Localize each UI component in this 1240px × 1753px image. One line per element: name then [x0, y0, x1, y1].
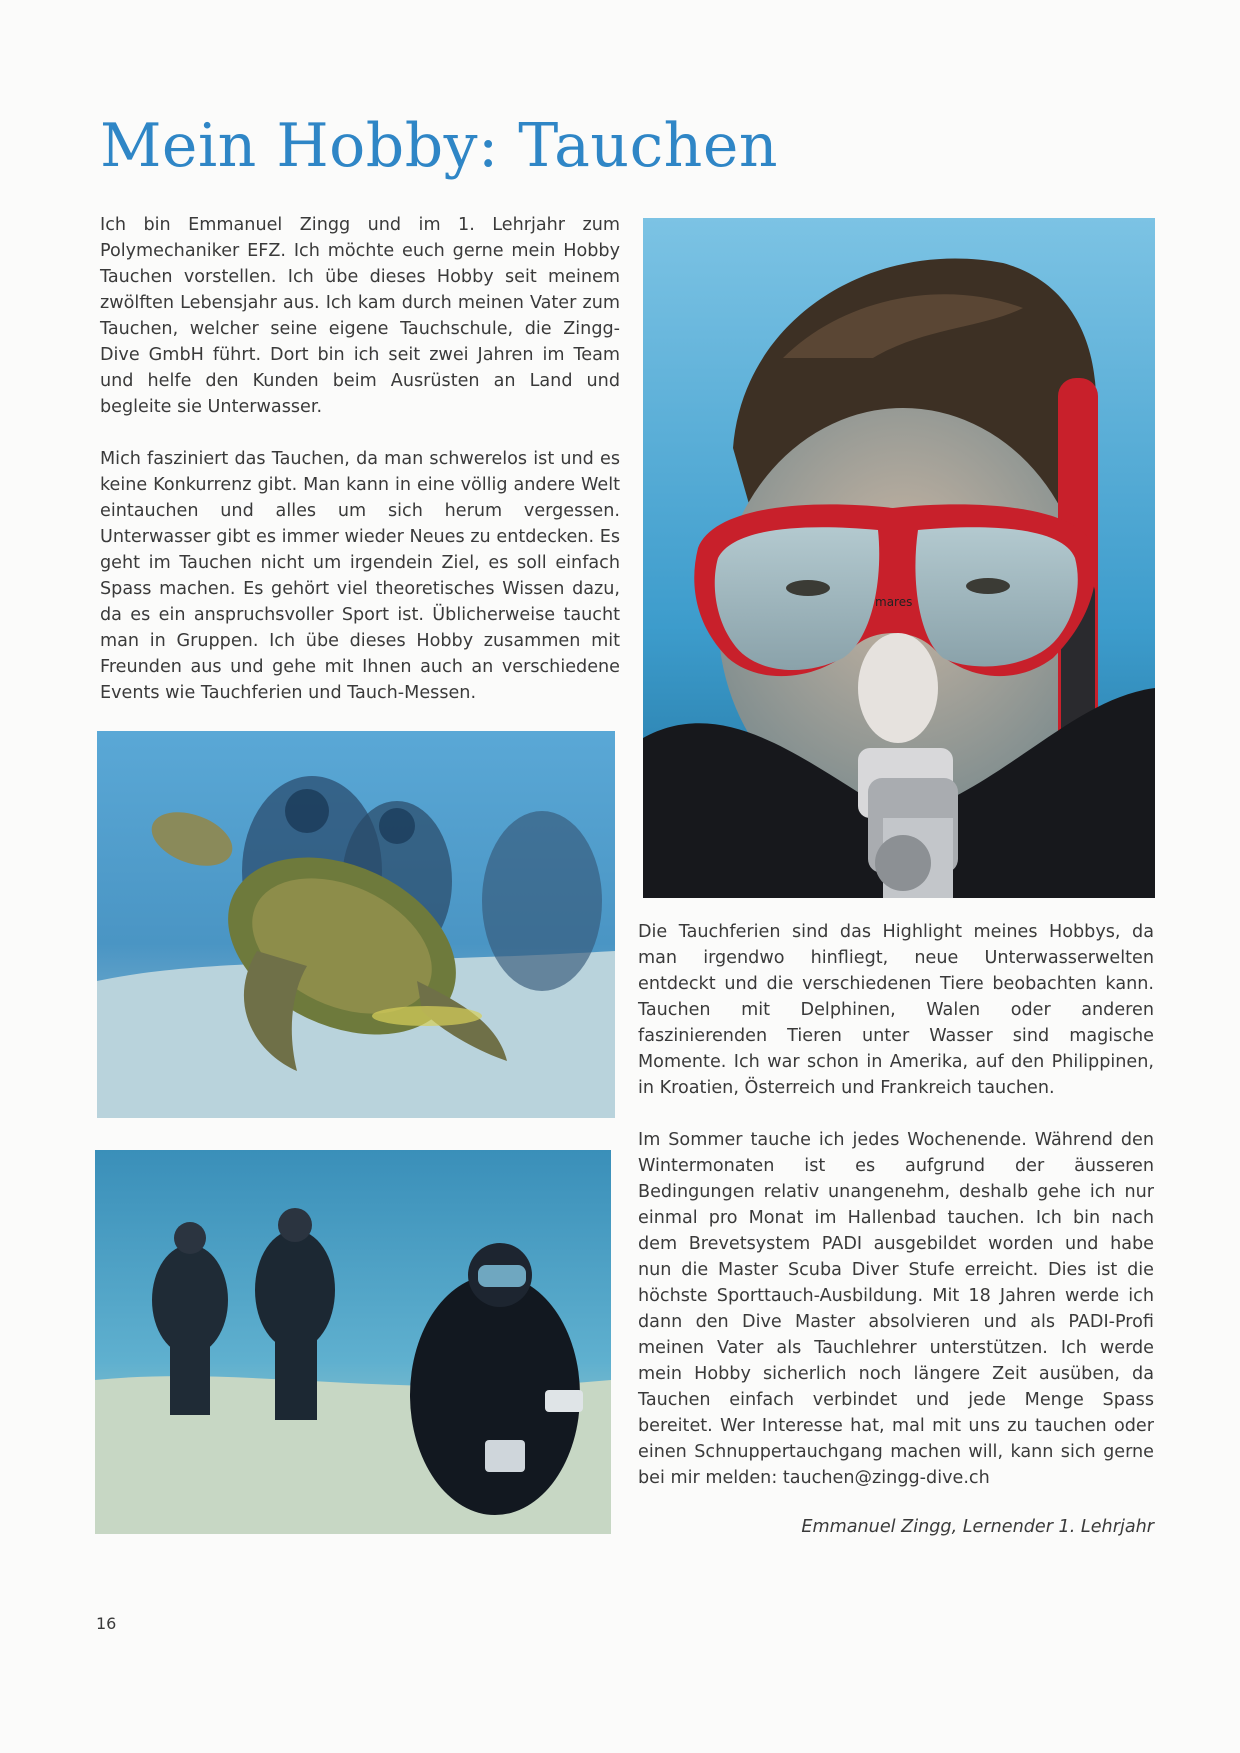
group-divers-photo [95, 1150, 611, 1534]
mask-brand-label: mares [875, 595, 913, 609]
author-signature: Emmanuel Zingg, Lernender 1. Lehrjahr [801, 1517, 1154, 1537]
paragraph-holidays: Die Tauchferien sind das Highlight meines Hobbys, da man irgendwo hinfliegt, neue Unterwasserwelten entdeckt und die verschiedenen Tiere beobachten kann. Tauchen mit Delphinen, Walen oder anderen faszinierenden Tieren unter Wasser sind magische Momente. Ich war schon in Amerika, auf den Philippinen, in Kroatien, Österreich und Frankreich tauchen. [638, 922, 1154, 1098]
article-title: Mein Hobby: Tauchen [100, 111, 778, 181]
page-number: 16 [96, 1614, 117, 1633]
right-text-column [638, 919, 1154, 1491]
paragraph-fascination: Mich fasziniert das Tauchen, da man schwerelos ist und es keine Konkurrenz gibt. Man kann in eine völlig andere Welt eintauchen und alles um sich herum vergessen. Unterwasser gibt es immer wieder Neues zu entdecken. Es geht im Tauchen nicht um irgendein Ziel, es soll einfach Spass machen. Es gehört viel theoretisches Wissen dazu, da es ein anspruchsvoller Sport ist. Üblicherweise taucht man in Gruppen. Ich übe dieses Hobby zusammen mit Freunden aus und gehe mit Ihnen auch an verschiedene Events wie Tauchferien und Tauch-Messen. [100, 449, 620, 703]
paragraph-training: Im Sommer tauche ich jedes Wochenende. Während den Wintermonaten ist es aufgrund der äusseren Bedingungen relativ unangenehm, deshalb gehe ich nur einmal pro Monat im Hallenbad tauchen. Ich bin nach dem Brevetsystem PADI ausgebildet worden und habe nun die Master Scuba Diver Stufe erreicht. Dies ist die höchste Sporttauch-Ausbildung. Mit 18 Jahren werde ich dann den Dive Master absolvieren und als PADI-Profi meinen Vater als Tauchlehrer unterstützen. Ich werde mein Hobby sicherlich noch längere Zeit ausüben, da Tauchen einfach verbindet und jede Menge Spass bereitet. Wer Interesse hat, mal mit uns zu tauchen oder einen Schnuppertauchgang machen will, kann sich gerne bei mir melden: tauchen@zingg-dive.ch [638, 1130, 1154, 1488]
paragraph-intro: Ich bin Emmanuel Zingg und im 1. Lehrjahr zum Polymechaniker EFZ. Ich möchte euch gerne mein Hobby Tauchen vorstellen. Ich übe dieses Hobby seit meinem zwölften Lebensjahr aus. Ich kam durch meinen Vater zum Tauchen, welcher seine eigene Tauchschule, die Zingg-Dive GmbH führt. Dort bin ich seit zwei Jahren im Team und helfe den Kunden beim Ausrüsten an Land und begleite sie Unterwasser. [100, 215, 620, 417]
turtle-divers-photo [97, 731, 615, 1118]
left-text-column [100, 212, 620, 706]
diver-portrait-photo [643, 218, 1155, 898]
